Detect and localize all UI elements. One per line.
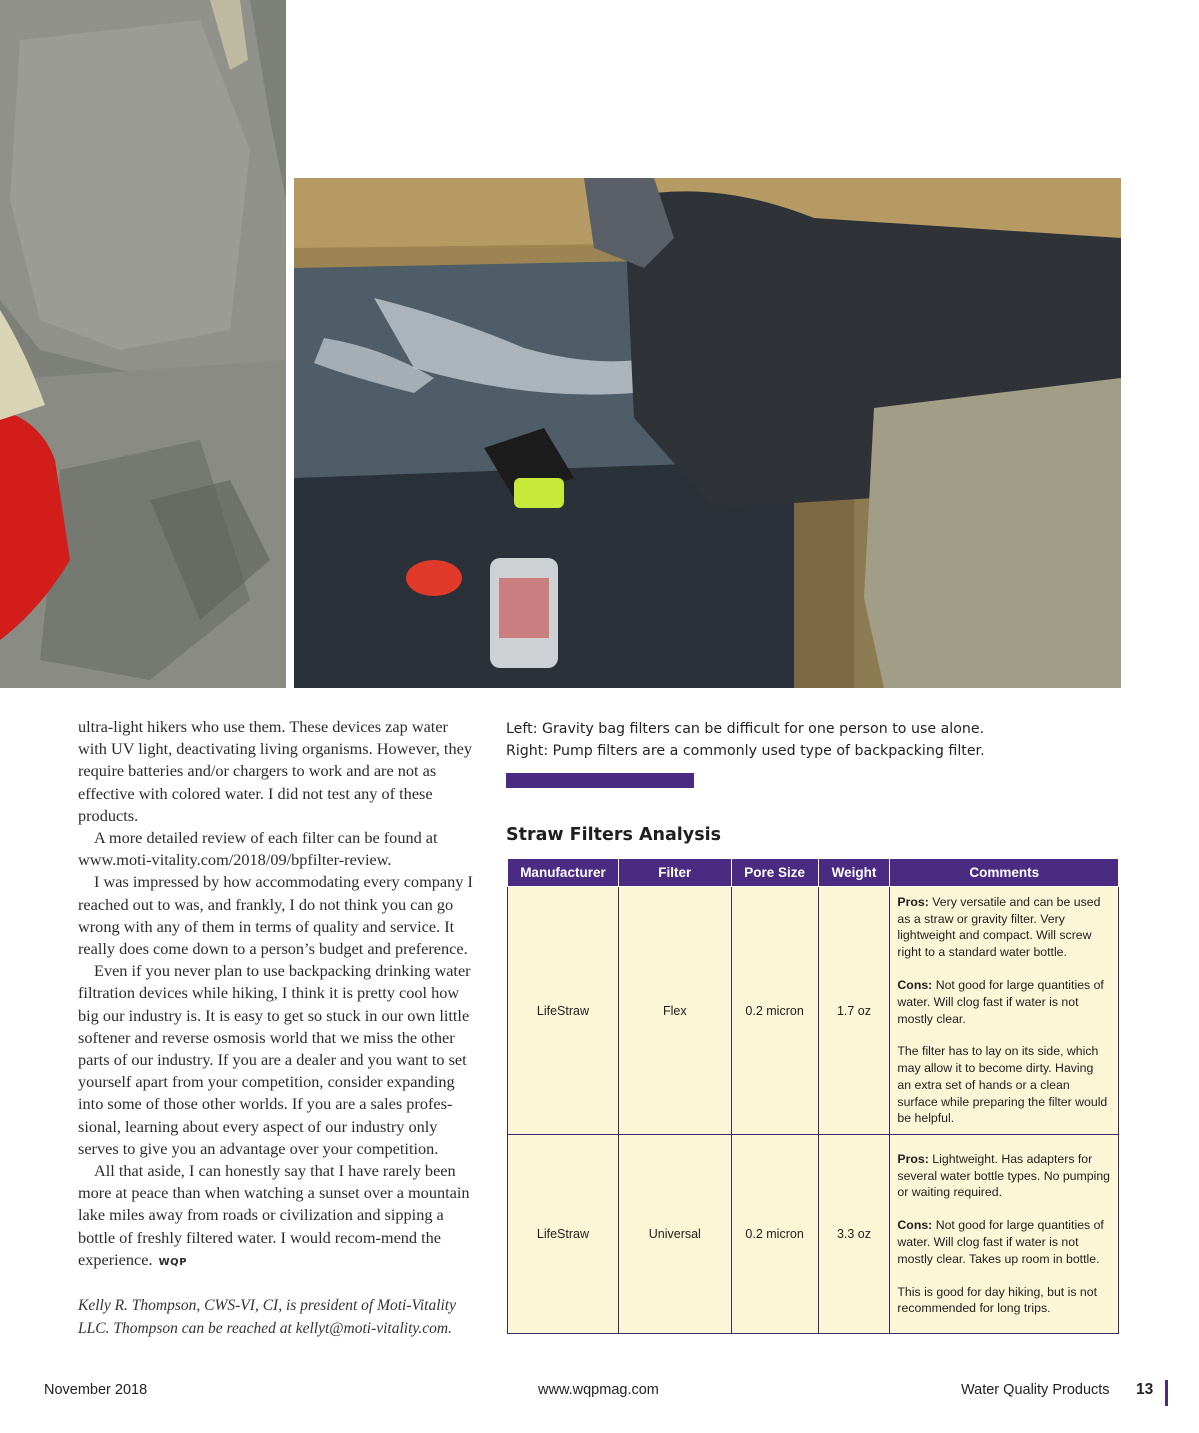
cons-text: Not good for large quantities of water. Will clog fast if water is not mostly clear. Takes up room in bottle.	[897, 1218, 1104, 1266]
page-number: 13	[1136, 1381, 1154, 1398]
cell-weight: 3.3 oz	[818, 1135, 890, 1334]
table-header-row	[508, 859, 1119, 887]
straw-filters-table	[507, 858, 1119, 1334]
comment-note: This is good for day hiking, but is not recommended for long trips.	[897, 1284, 1098, 1316]
comment-cons	[897, 977, 1110, 1027]
cell-manufacturer: LifeStraw	[508, 887, 619, 1135]
cell-filter: Flex	[618, 887, 731, 1135]
photo-rock-hiker-icon	[0, 0, 286, 688]
photo-pump-filter-stream-icon	[294, 178, 1121, 688]
cell-comments	[890, 1135, 1119, 1334]
cell-comments	[890, 887, 1119, 1135]
photo-left	[0, 0, 286, 688]
caption-right: Right: Pump filters are a commonly used type of backpacking filter.	[506, 743, 985, 759]
pros-text: Lightweight. Has adapters for several water bottle types. No pumping or waiting required.	[897, 1151, 1110, 1200]
photo-right	[294, 178, 1121, 688]
header-manufacturer: Manufacturer	[508, 859, 619, 887]
footer-magazine-name: Water Quality Products	[961, 1382, 1110, 1398]
header-filter: Filter	[618, 859, 731, 887]
table-row	[508, 887, 1119, 1135]
article-paragraph-text: All that aside, I can honestly say that I have rarely been more at peace than when watching a sunset over a mountain lake miles away from roads or civilization and sipping a bottle of freshly filtered water. I would recom-mend the experience.	[78, 1161, 470, 1269]
footer-url[interactable]: www.wqpmag.com	[538, 1382, 659, 1398]
photo-caption	[506, 718, 1106, 762]
accent-bar	[506, 773, 694, 788]
article-paragraph: Even if you never plan to use backpacking drinking water filtration devices while hiking, I think it is pretty cool how big our industry is. It is easy to get so stuck in our own little softener and reverse osmosis world that we miss the other parts of our industry. If you are a dealer and you want to set yourself apart from your competition, consider expanding into some of those other worlds. If you are a sales profes-sional, learning about every aspect of our industry only serves to give you an advantage over your competition.	[78, 961, 471, 1158]
cell-pore-size: 0.2 micron	[731, 1135, 818, 1334]
cons-text: Not good for large quantities of water. Will clog fast if water is not mostly clear.	[897, 977, 1104, 1026]
cell-pore-size: 0.2 micron	[731, 887, 818, 1135]
comment-pros	[897, 894, 1110, 961]
article-paragraph-text: A more detailed review of each filter can be found at www.moti-vitality.com/2018/09/bpfilter-review.	[78, 828, 438, 870]
author-bio: Kelly R. Thompson, CWS-VI, CI, is president of Moti-Vitality LLC. Thompson can be reached at kellyt@moti-vitality.com.	[78, 1297, 456, 1337]
pros-label: Pros:	[897, 894, 929, 909]
comment-cons	[897, 1217, 1110, 1267]
article-body	[78, 716, 480, 1274]
cons-label: Cons:	[897, 1218, 933, 1233]
header-weight: Weight	[818, 859, 890, 887]
caption-left: Left: Gravity bag filters can be difficult for one person to use alone.	[506, 721, 985, 737]
cons-label: Cons:	[897, 977, 933, 992]
comment-pros	[897, 1151, 1110, 1201]
article-paragraph: ultra-light hikers who use them. These devices zap water with UV light, deactivating living organisms. However, they require batteries and/or chargers to work and are not as effective with colored water. I did not test any of these products.	[78, 717, 472, 825]
cell-weight: 1.7 oz	[818, 887, 890, 1135]
header-comments: Comments	[890, 859, 1119, 887]
article-paragraph-final	[78, 1160, 480, 1274]
footer-date: November 2018	[44, 1382, 148, 1398]
article-paragraph	[78, 827, 480, 871]
pros-text: Very versatile and can be used as a straw or gravity filter. Very lightweight and compact. Will screw right to a standard water bottle.	[897, 894, 1101, 960]
table-row	[508, 1135, 1119, 1334]
article-paragraph: I was impressed by how accommodating every company I reached out to was, and frankly, I do not think you can go wrong with any of them in terms of quality and service. It really does come down to a person’s budget and preference.	[78, 872, 473, 959]
header-pore-size: Pore Size	[731, 859, 818, 887]
page-number-rule	[1165, 1380, 1168, 1406]
wqp-end-mark: WQP	[158, 1256, 188, 1268]
comment-note: The filter has to lay on its side, which may allow it to become dirty. Having an extra set of hands or a clean surface while preparing the filter would be helpful.	[897, 1044, 1108, 1126]
cell-manufacturer: LifeStraw	[508, 1135, 619, 1334]
pros-label: Pros:	[897, 1151, 929, 1166]
table-title: Straw Filters Analysis	[506, 825, 722, 845]
cell-filter: Universal	[618, 1135, 731, 1334]
